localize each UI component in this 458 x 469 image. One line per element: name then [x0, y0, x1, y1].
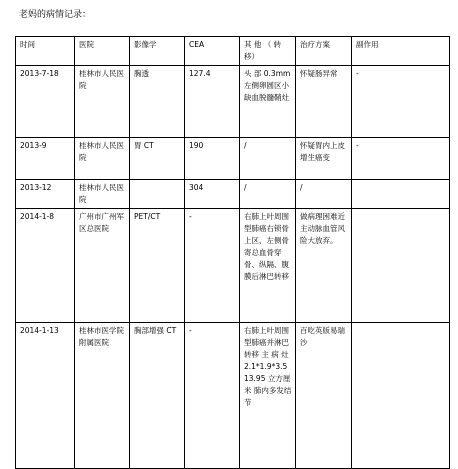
cell-date: 2013-12	[16, 180, 75, 209]
cell-other: /	[240, 180, 296, 209]
cell-other: /	[240, 138, 296, 180]
cell-date: 2013-7-18	[16, 66, 75, 138]
cell-hospital: 广州市广州军区总医院	[75, 209, 130, 323]
cell-cea: -	[185, 209, 240, 323]
cell-hospital: 桂林市人民医院	[75, 138, 130, 180]
cell-treatment: 怀疑胃内上皮增生癌变	[296, 138, 352, 180]
cell-side-effect	[352, 209, 450, 323]
header-hospital: 医院	[75, 37, 130, 66]
cell-imaging: PET/CT	[130, 209, 185, 323]
medical-record-table	[15, 36, 450, 469]
cell-hospital: 桂林市人民医院	[75, 180, 130, 209]
cell-treatment: 做病理困难近主动脉血管风险大放弃。	[296, 209, 352, 323]
header-date: 时间	[16, 37, 75, 66]
cell-imaging: 胸透	[130, 66, 185, 138]
table-row	[16, 180, 450, 209]
cell-treatment: 百吃英版易瑞沙	[296, 323, 352, 469]
table-header-row	[16, 37, 450, 66]
cell-cea: 304	[185, 180, 240, 209]
cell-other: 右肺上叶周围型肺癌右锁骨上区、左侧骨寄总血骨穿骨、纵隔、腹膜后淋巴转移	[240, 209, 296, 323]
cell-side-effect: -	[352, 66, 450, 138]
cell-hospital: 桂林市人民医院	[75, 66, 130, 138]
table-row	[16, 323, 450, 469]
cell-date: 2013-9	[16, 138, 75, 180]
cell-side-effect: -	[352, 138, 450, 180]
cell-other: 头 部 0.3mm 左侧卵圆区小缺血脱髓鞘灶	[240, 66, 296, 138]
cell-date: 2014-1-13	[16, 323, 75, 469]
cell-side-effect	[352, 180, 450, 209]
cell-date: 2014-1-8	[16, 209, 75, 323]
cell-cea: 190	[185, 138, 240, 180]
cell-cea: 127.4	[185, 66, 240, 138]
cell-other: 右肺上叶周围型肺癌并淋巴转移 主 病 灶 2.1*1.9*3.5 13.95 立方厘米 肺内多发结节	[240, 323, 296, 469]
header-imaging: 影像学	[130, 37, 185, 66]
cell-imaging: 胸部增强 CT	[130, 323, 185, 469]
header-treatment: 治疗方案	[296, 37, 352, 66]
header-side-effect: 副作用	[352, 37, 450, 66]
cell-side-effect	[352, 323, 450, 469]
table-row	[16, 138, 450, 180]
cell-treatment: /	[296, 180, 352, 209]
cell-imaging: 胃 CT	[130, 138, 185, 180]
cell-imaging	[130, 180, 185, 209]
table-row	[16, 66, 450, 138]
cell-cea: -	[185, 323, 240, 469]
cell-hospital: 桂林市医学院附属医院	[75, 323, 130, 469]
header-other: 其 他 （ 转 移）	[240, 37, 296, 66]
cell-treatment: 怀疑肠异常	[296, 66, 352, 138]
table-row	[16, 209, 450, 323]
document-title: 老妈的病情记录：	[19, 10, 92, 20]
header-cea: CEA	[185, 37, 240, 66]
